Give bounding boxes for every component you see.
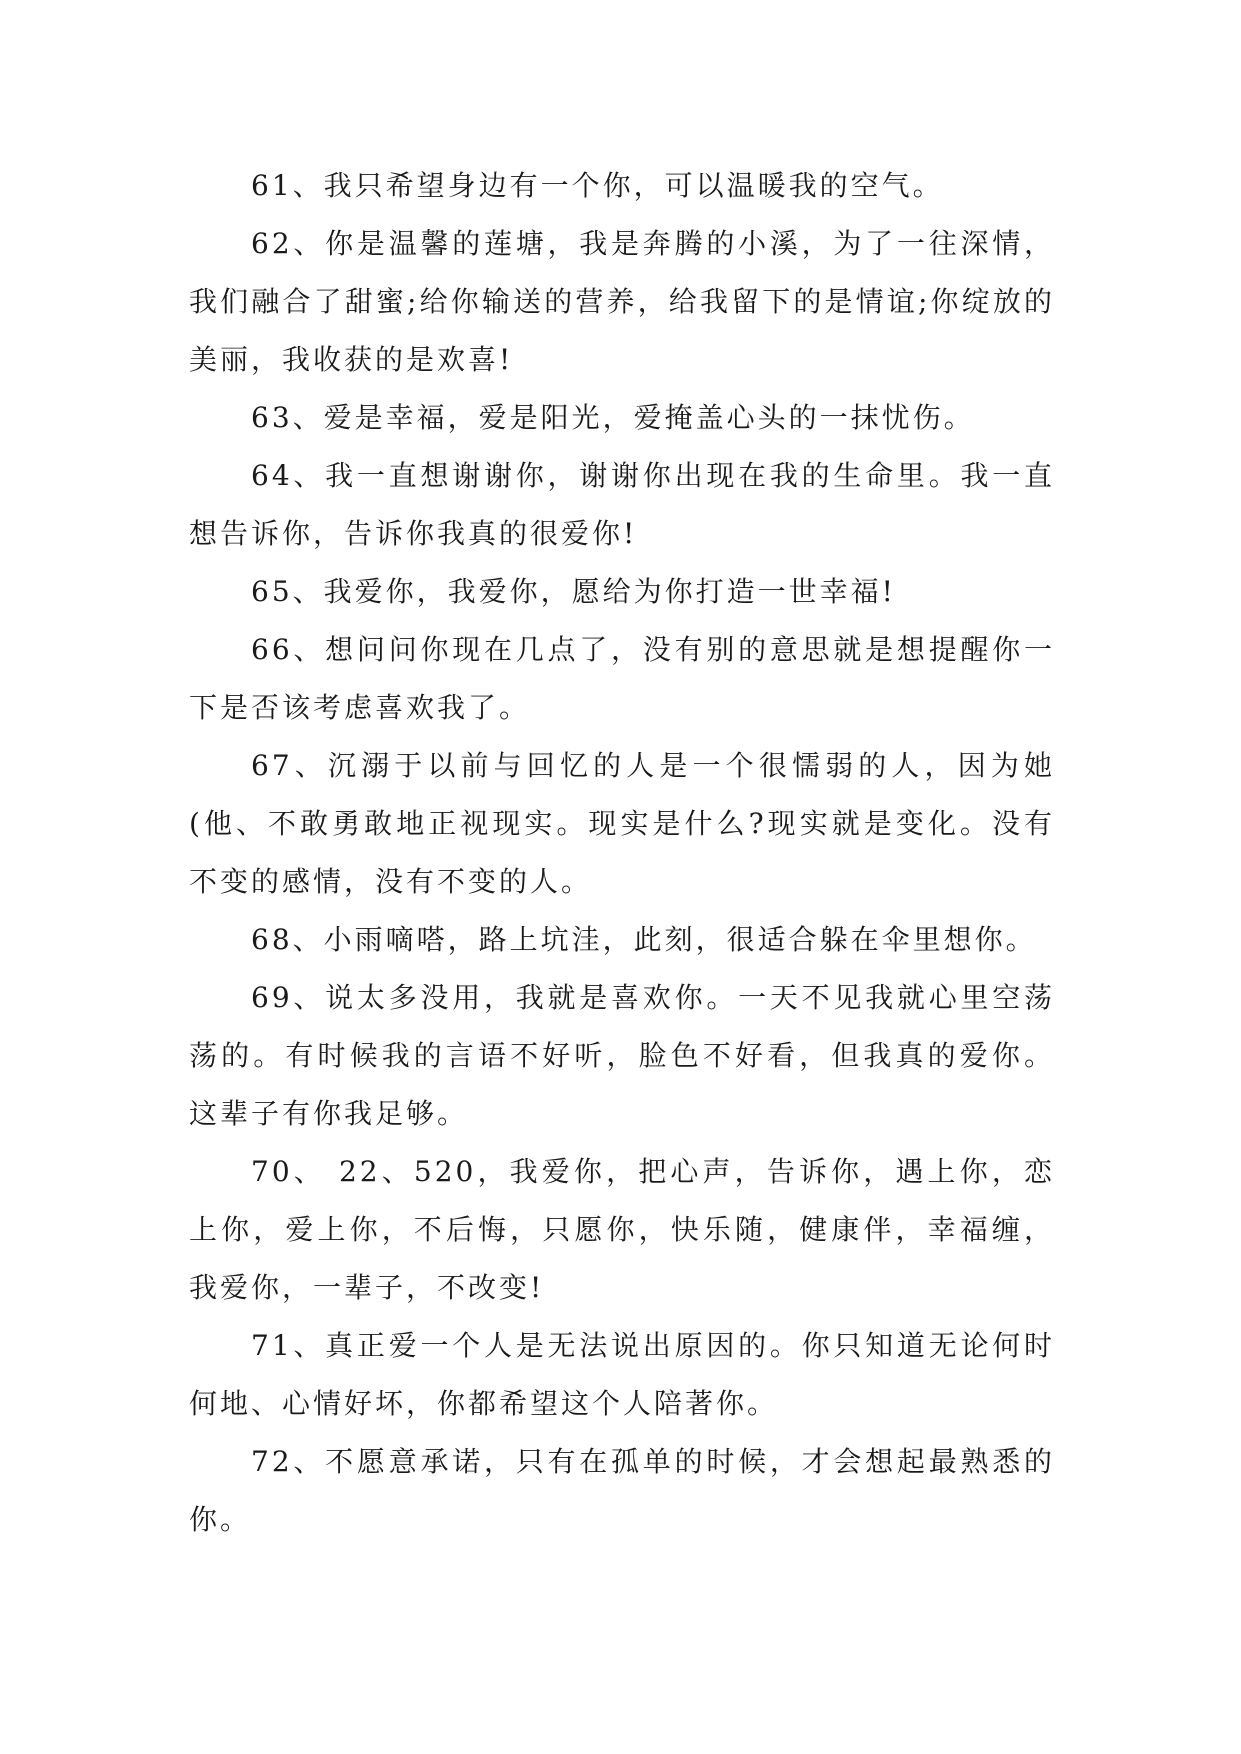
paragraph-70: 70、 22、520，我爱你，把心声，告诉你，遇上你，恋上你，爱上你，不后悔，只愿你，快乐随，健康伴，幸福缠，我爱你，一辈子，不改变! <box>189 1155 1055 1304</box>
paragraph-65: 65、我爱你，我爱你，愿给为你打造一世幸福! <box>251 575 896 608</box>
document-body <box>189 157 1055 1549</box>
paragraph-72: 72、不愿意承诺，只有在孤单的时候，才会想起最熟悉的你。 <box>189 1445 1055 1536</box>
paragraph-64: 64、我一直想谢谢你，谢谢你出现在我的生命里。我一直想告诉你，告诉你我真的很爱你! <box>189 459 1055 550</box>
paragraph-62: 62、你是温馨的莲塘，我是奔腾的小溪，为了一往深情，我们融合了甜蜜;给你输送的营养，给我留下的是情谊;你绽放的美丽，我收获的是欢喜! <box>189 227 1055 376</box>
paragraph-68: 68、小雨嘀嗒，路上坑洼，此刻，很适合躲在伞里想你。 <box>251 923 1037 956</box>
paragraph-66: 66、想问问你现在几点了，没有别的意思就是想提醒你一下是否该考虑喜欢我了。 <box>189 633 1055 724</box>
paragraph-67: 67、沉溺于以前与回忆的人是一个很懦弱的人，因为她(他、不敢勇敢地正视现实。现实是什么?现实就是变化。没有不变的感情，没有不变的人。 <box>189 749 1055 898</box>
paragraph-69: 69、说太多没用，我就是喜欢你。一天不见我就心里空荡荡的。有时候我的言语不好听，脸色不好看，但我真的爱你。这辈子有你我足够。 <box>189 981 1055 1130</box>
paragraph-71: 71、真正爱一个人是无法说出原因的。你只知道无论何时何地、心情好坏，你都希望这个人陪著你。 <box>189 1329 1055 1420</box>
paragraph-63: 63、爱是幸福，爱是阳光，爱掩盖心头的一抹忧伤。 <box>251 401 975 434</box>
paragraph-61: 61、我只希望身边有一个你，可以温暖我的空气。 <box>251 169 944 202</box>
